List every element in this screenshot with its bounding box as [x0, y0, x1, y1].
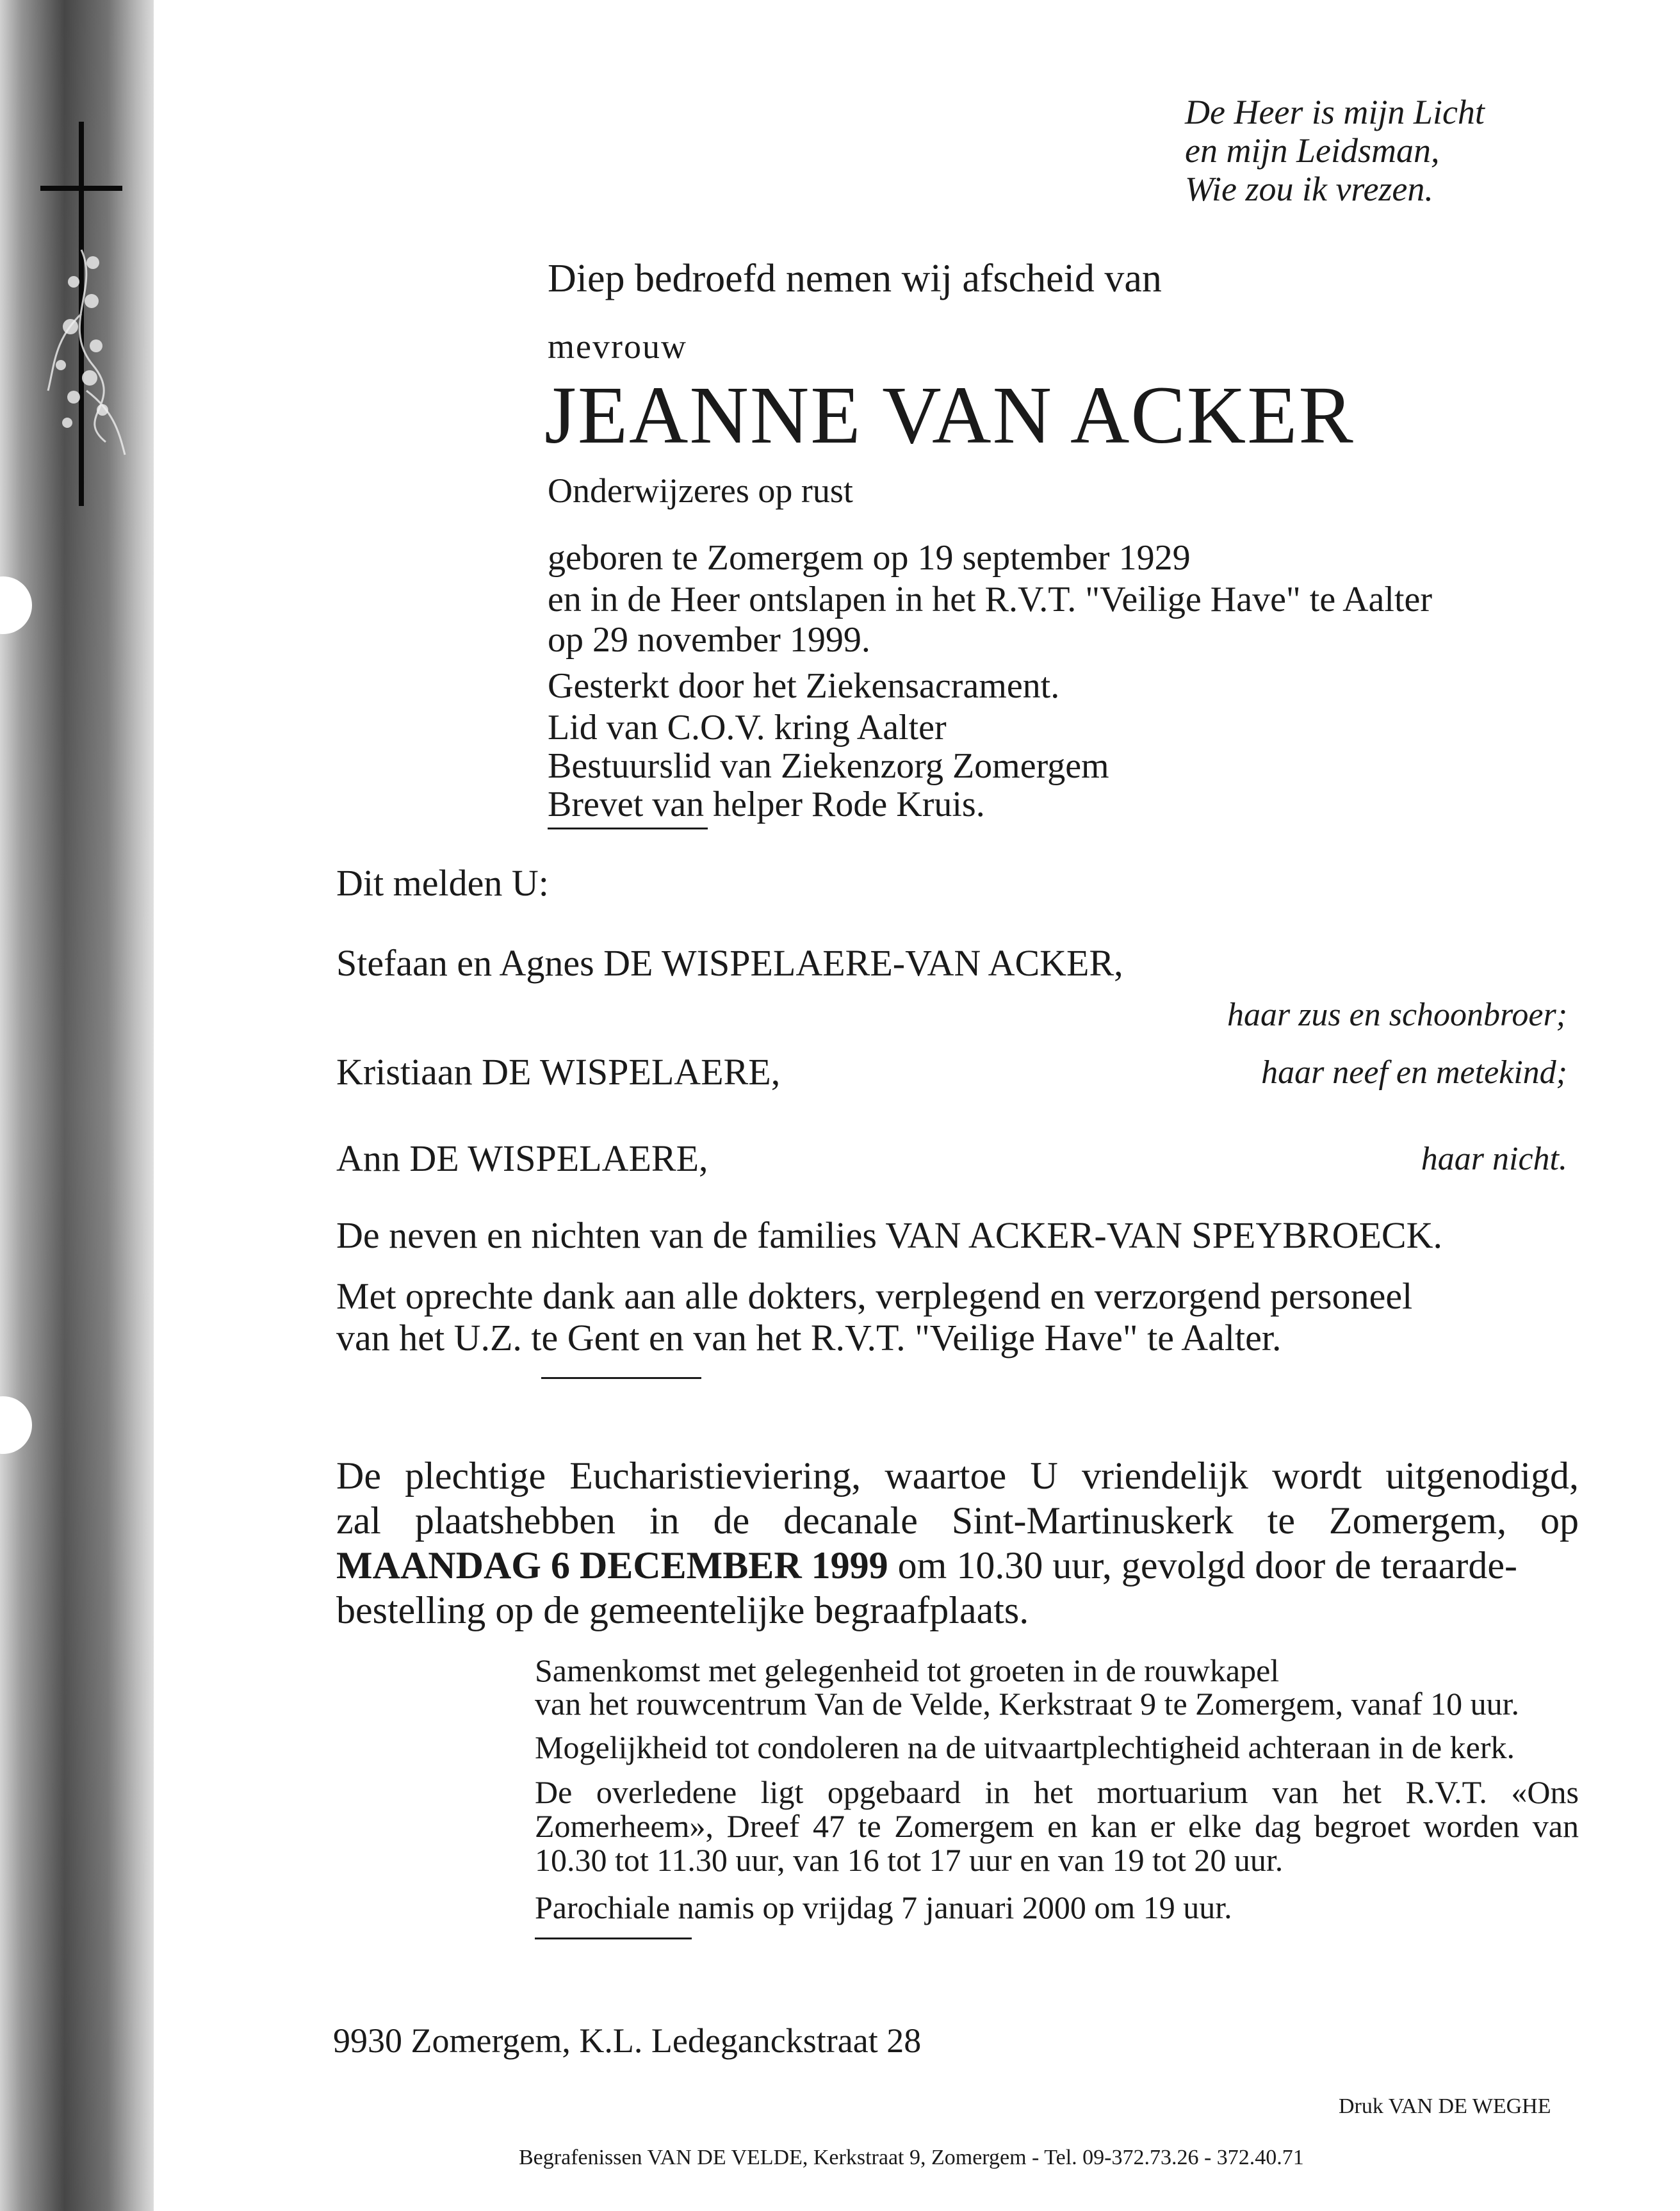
relative-relation: haar zus en schoonbroer; — [1227, 997, 1567, 1033]
practical-line: De overledene ligt opgebaard in het mortuarium van het R.V.T. «Ons — [535, 1774, 1579, 1810]
undertaker-info: Begrafenissen VAN DE VELDE, Kerkstraat 9, Zomergem - Tel. 09-372.73.26 - 372.40.71 — [519, 2146, 1304, 2169]
relative-relation: haar neef en metekind; — [1261, 1054, 1567, 1091]
divider — [541, 1377, 701, 1379]
announce-text: Dit melden U: — [336, 862, 549, 904]
ceremony-line — [336, 1544, 1517, 1588]
detail-line: Brevet van helper Rode Kruis. — [548, 785, 985, 824]
detail-line: Bestuurslid van Ziekenzorg Zomergem — [548, 746, 1109, 786]
motto-line: en mijn Leidsman, — [1185, 131, 1440, 170]
relative-relation: haar nicht. — [1421, 1141, 1567, 1177]
motto-line: Wie zou ik vrezen. — [1185, 170, 1433, 208]
ceremony-line-rest: om 10.30 uur, gevolgd door de teraarde- — [888, 1544, 1517, 1587]
practical-line: 10.30 tot 11.30 uur, van 16 tot 17 uur en van 19 tot 20 uur. — [535, 1842, 1284, 1878]
occupation: Onderwijzeres op rust — [548, 471, 853, 510]
cross-icon — [35, 122, 131, 512]
practical-line: Samenkomst met gelegenheid tot groeten in de rouwkapel — [535, 1652, 1280, 1688]
ceremony-line: bestelling op de gemeentelijke begraafplaats. — [336, 1589, 1029, 1631]
thanks-line: van het U.Z. te Gent en van het R.V.T. "Veilige Have" te Aalter. — [336, 1317, 1282, 1358]
relative-name: Ann DE WISPELAERE, — [336, 1138, 708, 1179]
practical-line: Mogelijkheid tot condoleren na de uitvaartplechtigheid achteraan in de kerk. — [535, 1729, 1515, 1765]
divider — [548, 828, 708, 829]
practical-line: van het rouwcentrum Van de Velde, Kerkstraat 9 te Zomergem, vanaf 10 uur. — [535, 1686, 1520, 1722]
detail-line: Lid van C.O.V. kring Aalter — [548, 708, 947, 747]
ceremony-line: zal plaatshebben in de decanale Sint-Martinuskerk te Zomergem, op — [336, 1499, 1579, 1542]
relative-name: Stefaan en Agnes DE WISPELAERE-VAN ACKER, — [336, 942, 1123, 984]
death-date-line: op 29 november 1999. — [548, 620, 870, 660]
detail-line: Gesterkt door het Ziekensacrament. — [548, 666, 1060, 706]
address-text: 9930 Zomergem, K.L. Ledeganckstraat 28 — [333, 2021, 922, 2060]
motto-line: De Heer is mijn Licht — [1185, 93, 1485, 131]
intro-text: Diep bedroefd nemen wij afscheid van — [548, 257, 1162, 300]
ceremony-line: De plechtige Eucharistieviering, waartoe U vriendelijk wordt uitgenodigd, — [336, 1455, 1579, 1497]
practical-line: Zomerheem», Dreef 47 te Zomergem en kan er elke dag begroet worden van — [535, 1808, 1579, 1844]
relative-name: Kristiaan DE WISPELAERE, — [336, 1051, 781, 1093]
thanks-line: Met oprechte dank aan alle dokters, verplegend en verzorgend personeel — [336, 1275, 1413, 1317]
printer-credit: Druk VAN DE WEGHE — [1339, 2094, 1551, 2118]
ceremony-date: MAANDAG 6 DECEMBER 1999 — [336, 1544, 888, 1587]
families-text: De neven en nichten van de families VAN ACKER-VAN SPEYBROECK. — [336, 1214, 1442, 1256]
birth-line: geboren te Zomergem op 19 september 1929 — [548, 538, 1191, 578]
title-prefix: mevrouw — [548, 327, 687, 366]
divider — [535, 1938, 692, 1939]
deceased-name: JEANNE VAN ACKER — [544, 370, 1355, 461]
decorative-side-band — [0, 0, 154, 2211]
death-line: en in de Heer ontslapen in het R.V.T. "Veilige Have" te Aalter — [548, 580, 1433, 619]
practical-line: Parochiale namis op vrijdag 7 januari 2000 om 19 uur. — [535, 1889, 1232, 1925]
